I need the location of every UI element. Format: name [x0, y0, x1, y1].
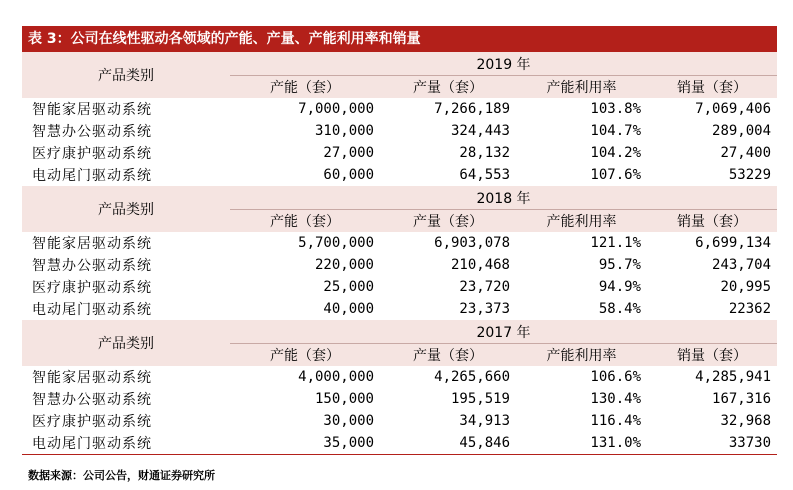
column-header: 产量（套） [380, 344, 516, 367]
year-header-row [22, 52, 777, 76]
sales-value: 6,699,134 [695, 235, 772, 251]
table-row [22, 388, 777, 410]
capacity-value: 40,000 [323, 301, 374, 317]
capacity-value: 30,000 [323, 413, 374, 429]
capacity-value: 7,000,000 [298, 101, 374, 117]
table-row [22, 120, 777, 142]
column-header: 产量（套） [380, 210, 516, 233]
column-header: 销量（套） [647, 344, 777, 367]
utilization-value: 104.7% [590, 123, 641, 139]
output-value: 6,903,078 [434, 235, 510, 251]
utilization-value: 58.4% [598, 301, 641, 317]
table-row [22, 142, 777, 164]
utilization-value: 107.6% [590, 167, 641, 183]
sales-value: 289,004 [712, 123, 772, 139]
utilization-value: 94.9% [598, 279, 641, 295]
sales-value: 4,285,941 [695, 369, 772, 385]
utilization-value: 130.4% [590, 391, 641, 407]
capacity-value: 220,000 [314, 257, 374, 273]
column-header: 产能（套） [230, 76, 380, 99]
output-value: 64,553 [459, 167, 510, 183]
category-header: 产品类别 [22, 186, 230, 232]
column-header: 销量（套） [647, 210, 777, 233]
output-value: 45,846 [380, 432, 516, 455]
column-header: 产能（套） [230, 210, 380, 233]
table-row [22, 164, 777, 186]
table-row [22, 98, 777, 120]
table-row [22, 276, 777, 298]
year-label: 2017 年 [230, 320, 777, 344]
column-header: 销量（套） [647, 76, 777, 99]
sales-value: 27,400 [720, 145, 772, 161]
output-value: 28,132 [459, 145, 510, 161]
output-value: 195,519 [450, 391, 510, 407]
source-note: 数据来源：公司公告，财通证券研究所 [28, 469, 215, 482]
output-value: 23,373 [459, 301, 510, 317]
table-title: 表 3：公司在线性驱动各领域的产能、产量、产能利用率和销量 [22, 26, 777, 52]
capacity-value: 25,000 [323, 279, 374, 295]
column-header: 产量（套） [380, 76, 516, 99]
year-label: 2018 年 [230, 186, 777, 210]
category-header: 产品类别 [22, 320, 230, 366]
sales-value: 20,995 [720, 279, 772, 295]
table-row [22, 410, 777, 432]
utilization-value: 95.7% [598, 257, 641, 273]
utilization-value: 103.8% [590, 101, 641, 117]
product-name: 智能家居驱动系统 [32, 370, 152, 386]
product-name: 医疗康护驱动系统 [32, 146, 152, 162]
sales-value: 53229 [728, 167, 772, 183]
column-header: 产能利用率 [516, 344, 647, 367]
sales-value: 243,704 [712, 257, 772, 273]
product-name: 医疗康护驱动系统 [32, 414, 152, 430]
table-row [22, 432, 777, 455]
product-name: 智慧办公驱动系统 [32, 392, 152, 408]
sales-value: 22362 [728, 301, 772, 317]
output-value: 210,468 [450, 257, 510, 273]
capacity-value: 5,700,000 [298, 235, 374, 251]
output-value: 4,265,660 [434, 369, 510, 385]
table-row [22, 254, 777, 276]
capacity-value: 35,000 [230, 432, 380, 455]
product-name: 电动尾门驱动系统 [22, 432, 230, 455]
capacity-table [22, 52, 777, 455]
year-label: 2019 年 [230, 52, 777, 76]
year-header-row [22, 186, 777, 210]
utilization-value: 106.6% [590, 369, 641, 385]
utilization-value: 104.2% [590, 145, 641, 161]
category-header: 产品类别 [22, 52, 230, 98]
output-value: 34,913 [459, 413, 510, 429]
sales-value: 7,069,406 [695, 101, 772, 117]
product-name: 电动尾门驱动系统 [32, 168, 152, 184]
output-value: 324,443 [450, 123, 510, 139]
table-row [22, 366, 777, 388]
output-value: 23,720 [459, 279, 510, 295]
table-row [22, 232, 777, 254]
output-value: 7,266,189 [434, 101, 510, 117]
column-header: 产能利用率 [516, 210, 647, 233]
column-header: 产能（套） [230, 344, 380, 367]
product-name: 智慧办公驱动系统 [32, 124, 152, 140]
sales-value: 167,316 [712, 391, 772, 407]
product-name: 智能家居驱动系统 [32, 102, 152, 118]
year-header-row [22, 320, 777, 344]
column-header: 产能利用率 [516, 76, 647, 99]
product-name: 智能家居驱动系统 [32, 236, 152, 252]
capacity-value: 310,000 [314, 123, 374, 139]
capacity-value: 150,000 [314, 391, 374, 407]
capacity-value: 27,000 [323, 145, 374, 161]
capacity-value: 60,000 [323, 167, 374, 183]
product-name: 智慧办公驱动系统 [32, 258, 152, 274]
utilization-value: 121.1% [590, 235, 641, 251]
product-name: 医疗康护驱动系统 [32, 280, 152, 296]
product-name: 电动尾门驱动系统 [32, 302, 152, 318]
utilization-value: 116.4% [590, 413, 641, 429]
sales-value: 32,968 [720, 413, 772, 429]
capacity-value: 4,000,000 [298, 369, 374, 385]
utilization-value: 131.0% [516, 432, 647, 455]
report-table-container [22, 0, 777, 483]
table-row [22, 298, 777, 320]
sales-value: 33730 [647, 432, 777, 455]
